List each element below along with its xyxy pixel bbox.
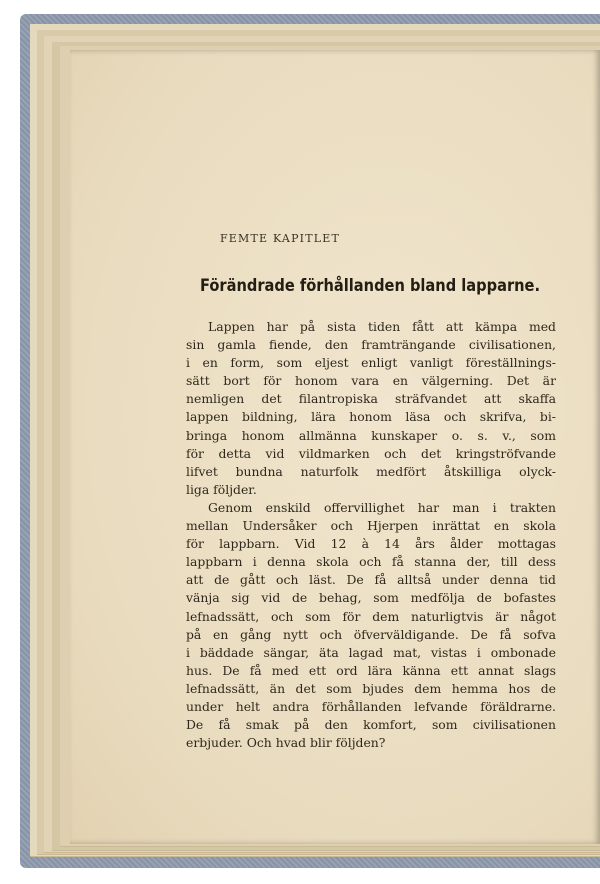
text-line: på en gång nytt och öfverväldigande. De få sofva <box>186 626 556 642</box>
text-line: att de gått och läst. De få alltså under denna tid <box>186 572 556 588</box>
text-line: lefnadssätt, än det som bjudes dem hemma hos de <box>186 680 556 696</box>
text-line: lappen bildning, lära honom läsa och skrifva, bi- <box>186 409 556 425</box>
text-line: De få smak på den komfort, som civilisationen <box>186 717 556 733</box>
text-line: lappbarn i denna skola och få stanna der, till dess <box>186 554 556 570</box>
text-line: liga följder. <box>186 481 257 497</box>
text-line: i bäddade sängar, äta lagad mat, vistas i ombonade <box>186 644 556 660</box>
chapter-title: Förändrade förhållanden bland lapparne. <box>199 276 541 296</box>
text-line: under helt andra förhållanden lefvande föräldrarne. <box>186 698 556 714</box>
text-line: mellan Undersåker och Hjerpen inrättat en skola <box>186 518 556 534</box>
text-line: sätt bort för honom vara en välgerning. Det är <box>186 373 556 389</box>
text-line: Genom enskild offervillighet har man i trakten <box>208 499 556 515</box>
text-line: bringa honom allmänna kunskaper o. s. v., som <box>186 427 556 443</box>
body-text <box>186 318 556 752</box>
text-line: i en form, som eljest enligt vanligt föreställnings- <box>186 355 556 371</box>
text-line: nemligen det filantropiska sträfvandet att skaffa <box>186 391 556 407</box>
chapter-heading: FEMTE KAPITLET <box>219 232 341 245</box>
text-line: för lappbarn. Vid 12 à 14 års ålder mottagas <box>186 536 556 552</box>
text-line: lefnadssätt, och som för dem naturligtvis är något <box>186 608 556 624</box>
text-line: hus. De få med ett ord lära känna ett annat slags <box>186 662 556 678</box>
text-line: sin gamla fiende, den framträngande civilisationen, <box>186 337 556 353</box>
text-line: vänja sig vid de behag, som medfölja de bofastes <box>186 590 556 606</box>
text-line: lifvet bundna naturfolk medfört åtskilliga olyck- <box>186 463 556 479</box>
text-line: erbjuder. Och hvad blir följden? <box>186 735 386 751</box>
text-line: för detta vid vildmarken och det kringströfvande <box>186 445 556 461</box>
text-line: Lappen har på sista tiden fått att kämpa med <box>208 319 556 334</box>
